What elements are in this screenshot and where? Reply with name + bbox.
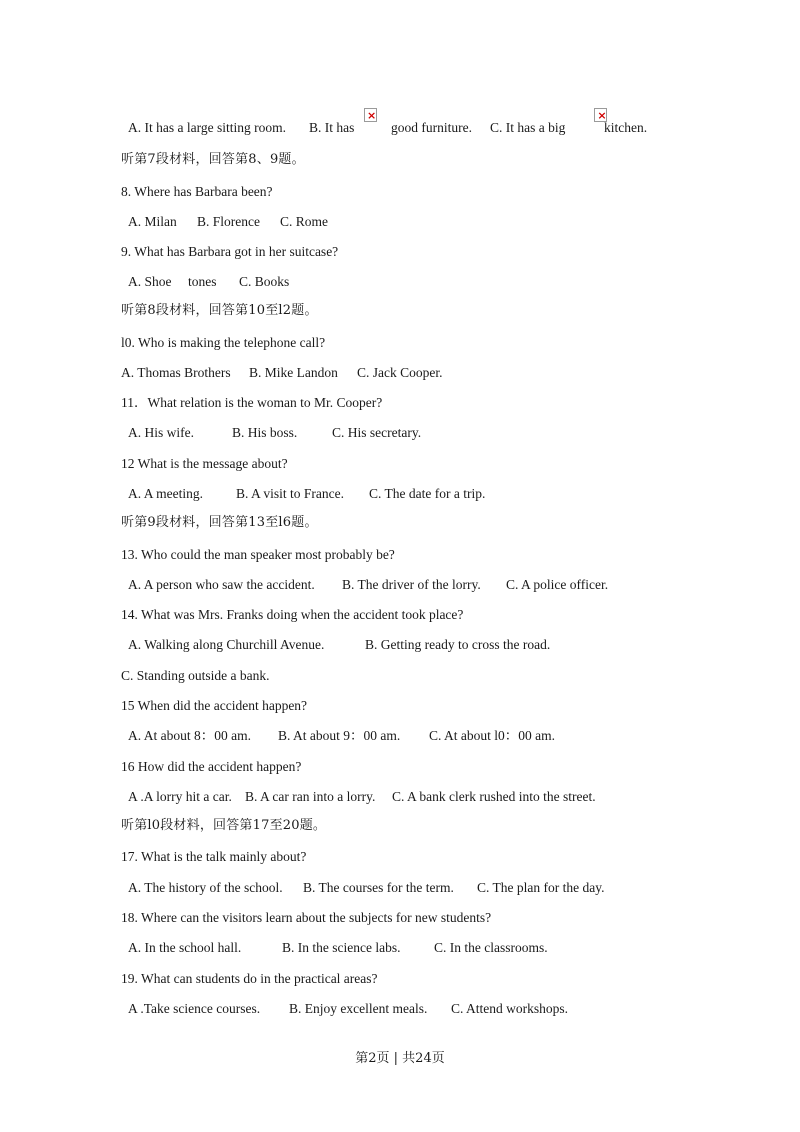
section-heading-8: 听第8段材料，回答第10至l2题。 [121,303,318,318]
q7-option-c-start: C. It has a big [490,120,566,135]
question-13: 13. Who could the man speaker most probably be? [121,547,395,562]
q16-option-a: A .A lorry hit a car. [128,789,232,804]
q7-option-b-end: good furniture. [391,120,472,135]
page-footer: 第2页 | 共24页 [355,1051,445,1066]
q13-option-a: A. A person who saw the accident. [128,577,315,592]
section-heading-7: 听第7段材料，回答第8、9题。 [121,152,305,167]
q8-option-b: B. Florence [197,214,260,229]
q19-option-c: C. Attend workshops. [451,1001,569,1016]
q14-option-a: A. Walking along Churchill Avenue. [128,637,325,652]
q19-option-b: B. Enjoy excellent meals. [289,1001,428,1016]
q8-option-c: C. Rome [280,214,329,229]
q18-option-b: B. In the science labs. [282,940,401,955]
q7-option-a: A. It has a large sitting room. [128,120,286,135]
q9-option-a: A. Shoe [128,274,172,289]
q13-option-c: C. A police officer. [506,577,609,592]
q10-option-b: B. Mike Landon [249,365,338,380]
q10-option-a: A. Thomas Brothers [121,365,231,380]
q16-option-b: B. A car ran into a lorry. [245,789,376,804]
q8-option-a: A. Milan [128,214,177,229]
question-10: l0. Who is making the telephone call? [121,335,326,350]
q18-option-c: C. In the classrooms. [434,940,548,955]
q12-option-a: A. A meeting. [128,486,203,501]
q7-option-b-start: B. It has [309,120,355,135]
q12-option-c: C. The date for a trip. [369,486,486,501]
question-9: 9. What has Barbara got in her suitcase? [121,244,339,259]
section-heading-9: 听第9段材料，回答第13至l6题。 [121,515,318,530]
q12-option-b: B. A visit to France. [236,486,344,501]
q11-option-b: B. His boss. [232,425,298,440]
question-11: 11．What relation is the woman to Mr. Cooper? [121,395,383,410]
q18-option-a: A. In the school hall. [128,940,242,955]
q15-option-c: C. At about l0：00 am. [429,728,555,743]
question-17: 17. What is the talk mainly about? [121,849,307,864]
q7-option-c-end: kitchen. [604,120,648,135]
question-12: 12 What is the message about? [121,456,288,471]
q17-option-c: C. The plan for the day. [477,880,605,895]
question-19: 19. What can students do in the practical areas? [121,971,378,986]
question-18: 18. Where can the visitors learn about the subjects for new students? [121,910,492,925]
question-16: 16 How did the accident happen? [121,759,302,774]
q16-option-c: C. A bank clerk rushed into the street. [392,789,596,804]
q11-option-c: C. His secretary. [332,425,422,440]
q7-options [0,119,648,137]
broken-image-icon [364,108,377,122]
q15-option-b: B. At about 9：00 am. [278,728,401,743]
q14-option-b: B. Getting ready to cross the road. [365,637,551,652]
q10-option-c: C. Jack Cooper. [357,365,443,380]
q15-option-a: A. At about 8：00 am. [128,728,251,743]
q9-option-a-cont: tones [188,274,217,289]
section-heading-10: 听第l0段材料，回答第17至20题。 [121,818,327,833]
question-8: 8. Where has Barbara been? [121,184,273,199]
question-14: 14. What was Mrs. Franks doing when the accident took place? [121,607,464,622]
q19-option-a: A .Take science courses. [128,1001,261,1016]
q13-option-b: B. The driver of the lorry. [342,577,481,592]
q17-option-a: A. The history of the school. [128,880,283,895]
q11-option-a: A. His wife. [128,425,194,440]
q14-option-c: C. Standing outside a bank. [121,668,270,683]
question-15: 15 When did the accident happen? [121,698,308,713]
q17-option-b: B. The courses for the term. [303,880,454,895]
q9-option-c: C. Books [239,274,290,289]
